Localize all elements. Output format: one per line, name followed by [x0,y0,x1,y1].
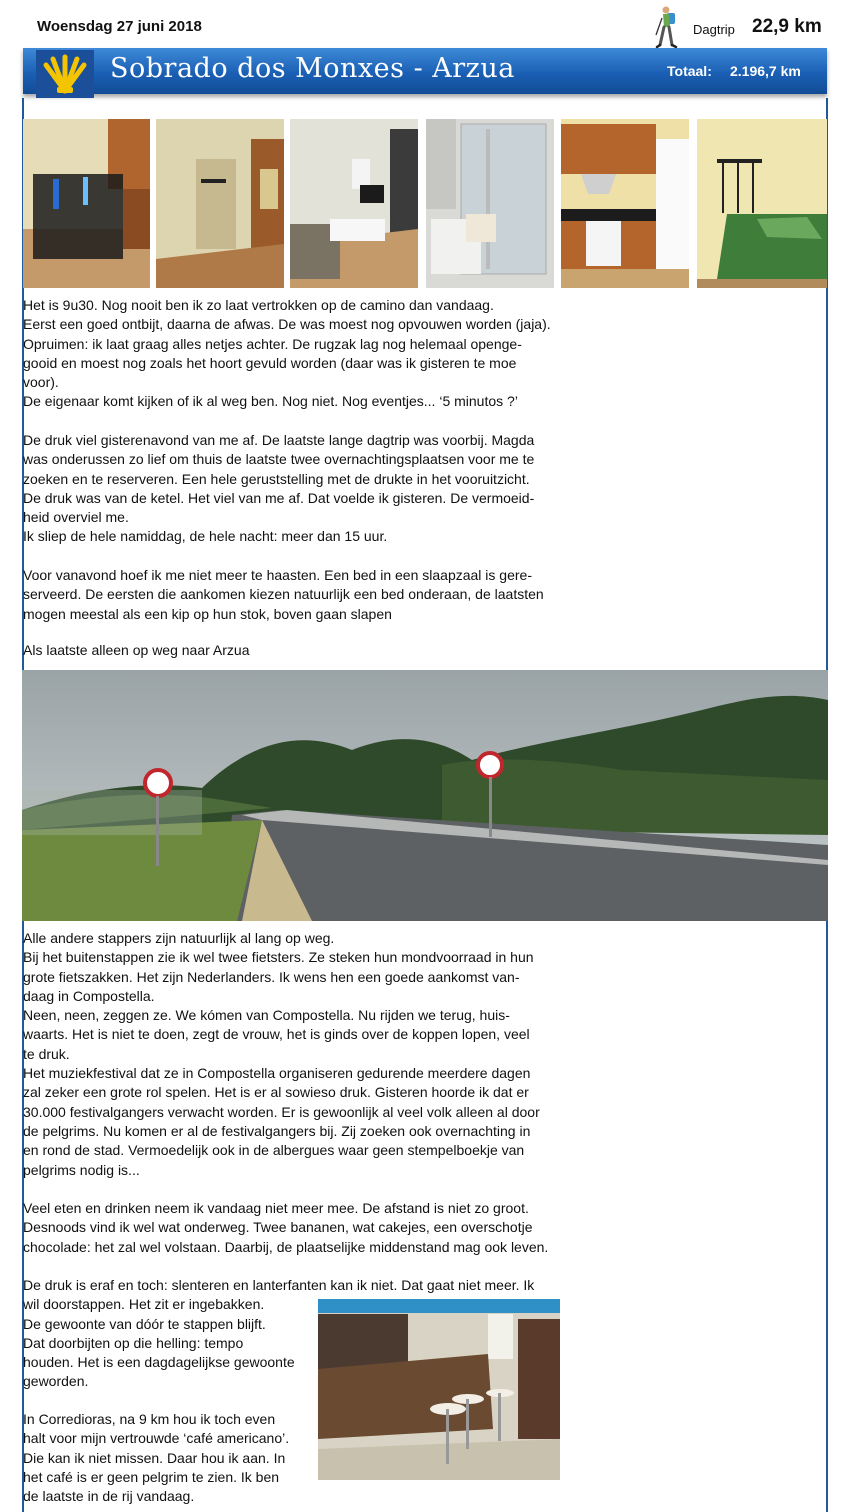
total-distance: 2.196,7 km [730,63,801,79]
photo-living-room [290,119,418,288]
daytrip-distance: 22,9 km [752,16,822,37]
paragraph-cyclists: Alle andere stappers zijn natuurlijk al lang op weg. Bij het buitenstappen zie ik wel twee fietsters. Ze steken hun mondvoorraad in hun grote fietszakken. Het zijn Nederlanders. Ik wens hen een goede aankomst van- daag in Compostella. Neen, neen, zeggen ze. We kómen van Compostella. Nu rijden we terug, huis- waarts. Het is niet te doen, zegt de vrouw, het is ginds over de koppen lopen, veel te druk. Het muziekfestival dat ze in Compostella organiseren gedurende meerdere dagen zal zeker een grote rol spelen. Het is er al sowieso druk. Gisteren hoorde ik dat er 30.000 festivalgangers verwacht worden. Er is gewoonlijk al veel volk alleen al door de pelgrims. Nu komen er al de festivalgangers bij. Zij zoeken ook overnachting in en rond de stad. Vermoedelijk ook in de albergues waar geen stempelboekje van pelgrims nodig is... [23,930,540,1178]
photo-kitchen [561,119,689,288]
paragraph-habit: De druk is eraf en toch: slenteren en lanterfanten kan ik niet. Dat gaat niet meer. Ik wil doorstappen. Het zit er ingebakken. De gewoonte van dóór te stappen blijft. Dat doorbijten op die helling: tempo houden. Het is een dagdagelijkse gewoonte geworden. [23,1277,535,1390]
photo-road-panorama [22,670,828,921]
photo-laundry-rack [23,119,150,288]
hiker-icon [652,5,684,49]
photo-bedroom [697,119,827,288]
page-title: Sobrado dos Monxes - Arzua [110,53,515,84]
entry-date: Woensdag 27 juni 2018 [37,18,202,35]
photo-hallway [156,119,284,288]
shell-badge [36,50,94,98]
paragraph-morning: Het is 9u30. Nog nooit ben ik zo laat vertrokken op de camino dan vandaag. Eerst een goed ontbijt, daarna de afwas. De was moest nog opvouwen worden (jaja). Opruimen: ik laat graag alles netjes achter. De rugzak lag nog helemaal openge- gooid en moest nog zoals het hoort gevuld worden (daar was ik gisteren te moe voor). De eigenaar komt kijken of ik al weg ben. Nog niet. Nog eventjes... ‘5 minutos ?’ [23,297,551,410]
paragraph-bed: Voor vanavond hoef ik me niet meer te haasten. Een bed in een slaapzaal is gere- serveerd. De eersten die aankomen kiezen natuurlijk een bed onderaan, de laatsten mogen meestal als een kip op hun stok, boven gaan slapen [23,567,544,622]
paragraph-pressure: De druk viel gisterenavond van me af. De laatste lange dagtrip was voorbij. Magda was onderussen zo lief om thuis de laatste twee overnachtingsplaatsen voor me te zoeken en te reserveren. Een hele geruststelling met de drukte in het vooruitzicht. De druk was van de ketel. Het viel van me af. Dat voelde ik gisteren. De vermoeid- heid overviel me. Ik sliep de hele namiddag, de hele nacht: meer dan 15 uur. [23,432,535,545]
paragraph-cafe: In Corredioras, na 9 km hou ik toch even halt voor mijn vertrouwde ‘café americano’. Die kan ik niet missen. Daar hou ik aan. In het café is er geen pelgrim te zien. Ik ben de laatste in de rij vandaag. [23,1411,290,1505]
paragraph-food: Veel eten en drinken neem ik vandaag niet meer mee. De afstand is niet zo groot. Desnoods vind ik wel wat onderweg. Twee bananen, wat cakejes, een overschotje chocolade: het zal wel volstaan. Daarbij, de plaatselijke middenstand mag ook leven. [23,1200,549,1255]
scallop-shell-icon [40,53,90,95]
daytrip-label: Dagtrip [693,22,735,37]
photo-cafe [318,1299,560,1480]
photo-caption: Als laatste alleen op weg naar Arzua [23,642,250,658]
photo-bathroom [426,119,554,288]
total-label: Totaal: [667,63,712,79]
